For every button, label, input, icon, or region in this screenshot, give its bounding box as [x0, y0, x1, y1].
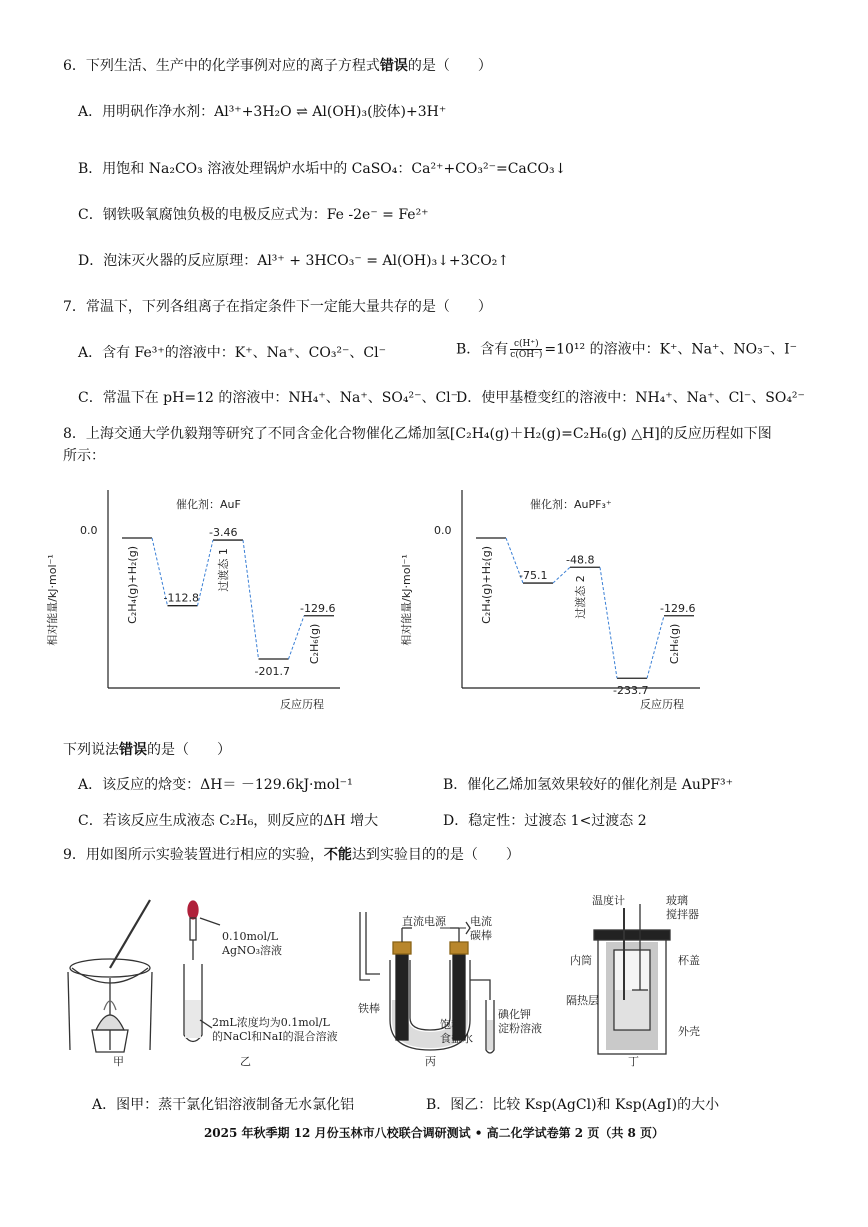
label-insulation: 隔热层	[566, 994, 599, 1007]
apparatus-jia	[68, 900, 152, 1052]
q6-option-a: A．用明矾作净水剂：Al³⁺+3H₂O ⇌ Al(OH)₃(胶体)+3H⁺	[78, 104, 447, 120]
label-ki-2: 淀粉溶液	[498, 1022, 542, 1035]
value-label: -129.6	[300, 601, 336, 615]
value-label: 0.0	[80, 524, 98, 537]
label-mix-conc: 2mL浓度均为0.1mol/L	[212, 1016, 330, 1029]
q9-option-b: B．图乙：比较 Ksp(AgCl)和 Ksp(AgI)的大小	[426, 1097, 720, 1113]
label-dc-power: 直流电源	[402, 915, 446, 928]
chart-title: 催化剂：AuF	[176, 498, 241, 511]
q8-option-a: A．该反应的焓变：ΔH＝ －129.6kJ·mol⁻¹	[78, 777, 353, 793]
label-lid: 杯盖	[678, 954, 700, 967]
value-label: -75.1	[519, 569, 548, 583]
y-axis-label: 相对能量/kJ·mol⁻¹	[46, 554, 59, 646]
q7-option-c: C．常温下在 pH=12 的溶液中：NH₄⁺、Na⁺、SO₄²⁻、Cl⁻	[78, 390, 459, 406]
label-shell: 外壳	[678, 1025, 700, 1038]
label-agno3-conc: 0.10mol/L	[222, 930, 279, 943]
value-label: 0.0	[434, 524, 452, 537]
apparatus-figure	[0, 880, 868, 1080]
stage-label: C₂H₆(g)	[668, 623, 681, 665]
label-thermometer: 温度计	[592, 894, 625, 907]
energy-connector	[553, 567, 570, 583]
q6-option-c: C．钢铁吸氧腐蚀负极的电极反应式为：Fe -2e⁻ = Fe²⁺	[78, 207, 429, 223]
y-axis-label: 相对能量/kJ·mol⁻¹	[400, 554, 413, 646]
energy-diagrams	[0, 470, 868, 730]
q8-option-c: C．若该反应生成液态 C₂H₆，则反应的ΔH 增大	[78, 813, 379, 829]
q8-stem-line1: 8．上海交通大学仇毅翔等研究了不同含金化合物催化乙烯加氢[C₂H₄(g)＋H₂(g)=C₂H₆(g) △H]的反应历程如下图	[63, 426, 772, 442]
label-yi: 乙	[240, 1055, 251, 1068]
value-label: -48.8	[566, 553, 595, 567]
stage-label: C₂H₄(g)+H₂(g)	[480, 546, 493, 624]
label-ki-1: 碘化钾	[498, 1008, 531, 1021]
stage-label: C₂H₆(g)	[308, 623, 321, 665]
stage-label: 过渡态 2	[574, 575, 587, 619]
label-iron-rod: 铁棒	[358, 1002, 380, 1015]
label-ding: 丁	[628, 1055, 639, 1068]
q6-option-b: B．用饱和 Na₂CO₃ 溶液处理锅炉水垢中的 CaSO₄：Ca²⁺+CO₃²⁻=CaCO₃↓	[78, 161, 567, 177]
q8-option-b: B．催化乙烯加氢效果较好的催化剂是 AuPF³⁺	[443, 777, 733, 793]
label-brine-1: 饱和	[440, 1018, 462, 1031]
label-current: 电流	[470, 915, 492, 928]
apparatus-ding	[594, 904, 670, 1054]
ratio-fraction: $\frac{c(H^+)}{c(OH^-)}$	[510, 339, 543, 360]
energy-connector	[243, 540, 259, 659]
label-mix-solution: 的NaCl和NaI的混合溶液	[212, 1030, 338, 1043]
energy-diagram-aupf3	[399, 490, 700, 711]
energy-connector	[600, 567, 617, 678]
q6-stem: 6．下列生活、生产中的化学事例对应的离子方程式错误的是（ ）	[63, 58, 492, 74]
label-jia: 甲	[113, 1055, 124, 1068]
value-label: -3.46	[209, 526, 238, 540]
energy-connector	[647, 616, 664, 678]
value-label: -112.8	[163, 591, 199, 605]
energy-diagram-auf	[45, 490, 340, 711]
x-axis-label: 反应历程	[280, 698, 324, 711]
q7-option-b: B．含有 $\frac{c(H^+)}{c(OH^-)}$ =10¹² 的溶液中：K⁺、Na⁺、NO₃⁻、I⁻	[456, 339, 798, 360]
x-axis-label: 反应历程	[640, 698, 684, 711]
value-label: -129.6	[660, 601, 696, 615]
q8-stem-line2: 所示：	[63, 448, 105, 464]
q9-option-a: A．图甲：蒸干氯化铝溶液制备无水氯化铝	[92, 1097, 355, 1113]
stage-label: C₂H₄(g)+H₂(g)	[126, 546, 139, 624]
label-carbon-rod: 碳棒	[470, 929, 492, 942]
q7-option-a: A．含有 Fe³⁺的溶液中：K⁺、Na⁺、CO₃²⁻、Cl⁻	[78, 345, 387, 361]
value-label: -233.7	[613, 684, 649, 698]
q7-option-d: D．使甲基橙变红的溶液中：NH₄⁺、Na⁺、Cl⁻、SO₄²⁻	[456, 390, 805, 406]
chart-title: 催化剂：AuPF₃⁺	[530, 498, 612, 511]
q7-stem: 7．常温下，下列各组离子在指定条件下一定能大量共存的是（ ）	[63, 299, 492, 315]
value-label: -201.7	[254, 665, 290, 679]
label-bing: 丙	[425, 1055, 436, 1068]
label-inner-cup: 内筒	[570, 954, 592, 967]
energy-connector	[198, 540, 214, 606]
label-stirrer-1: 玻璃	[666, 894, 688, 907]
energy-connector	[289, 616, 305, 659]
page-footer: 2025 年秋季期 12 月份玉林市八校联合调研测试 • 高二化学试卷第 2 页（共 8 页）	[203, 1126, 665, 1140]
label-brine-2: 食盐水	[440, 1032, 473, 1045]
q9-stem: 9．用如图所示实验装置进行相应的实验，不能达到实验目的的是（ ）	[63, 847, 520, 863]
stage-label: 过渡态 1	[217, 548, 230, 592]
label-agno3-solution: AgNO₃溶液	[222, 944, 283, 957]
q6-option-d: D．泡沫灭火器的反应原理：Al³⁺ + 3HCO₃⁻ = Al(OH)₃↓+3CO₂↑	[78, 253, 510, 269]
q8-option-d: D．稳定性：过渡态 1<过渡态 2	[443, 813, 647, 829]
q8-sub-stem: 下列说法错误的是（ ）	[63, 742, 231, 758]
label-stirrer-2: 搅拌器	[666, 908, 699, 921]
